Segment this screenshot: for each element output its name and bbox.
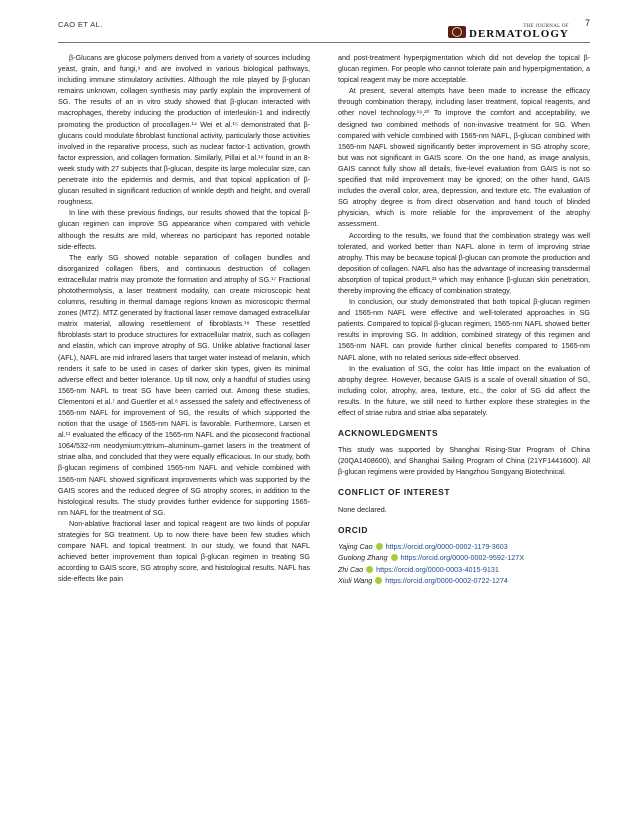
journal-name: DERMATOLOGY xyxy=(469,28,569,40)
orcid-link[interactable]: https://orcid.org/0000-0002-1179-3603 xyxy=(385,541,508,551)
author-name: Guolong Zhang xyxy=(338,553,388,563)
paragraph: In line with these previous findings, our results showed that the topical β-glucan regimen can improve SG appearance when compared with vehicle although the results are mild, whereas no participant has reported notable side-effects. xyxy=(58,208,310,251)
acknowledgments-text: This study was supported by Shanghai Rising-Star Program of China (20QA1408600), and Shanghai Sailing Program of China (21YF1441600). All β-glucan regimens were provided by Hangzhou Songyang Biotechnical. xyxy=(338,445,590,477)
conflict-heading: CONFLICT OF INTEREST xyxy=(338,487,451,498)
author-name: Yajing Cao xyxy=(338,541,373,551)
author-name: Xiuli Wang xyxy=(338,576,373,586)
left-column xyxy=(58,52,310,585)
orcid-list xyxy=(338,541,590,587)
running-head: CAO ET AL. xyxy=(58,20,103,29)
orcid-link[interactable]: https://orcid.org/0000-0003-4015-9131 xyxy=(376,564,499,574)
orcid-link[interactable]: https://orcid.org/0000-0002-9592-127X xyxy=(400,553,525,563)
right-column xyxy=(338,52,590,586)
acknowledgments-heading: ACKNOWLEDGMENTS xyxy=(338,428,439,439)
author-name: Zhi Cao xyxy=(338,564,364,574)
paragraph: Non-ablative fractional laser and topical reagent are two kinds of popular strategies for SG treatment. Up to now there have been few studies which compare NAFL and topical treatment. In our study, we found that NAFL achieved better improvement than topical β-glucan regimen in treating SG according to GAIS score, SG atrophy score, and histological results. NAFL has side-effects like pain xyxy=(58,518,310,584)
page-number: 7 xyxy=(584,18,590,28)
page-header xyxy=(58,18,590,44)
paragraph: At present, several attempts have been made to increase the efficacy through combination therapy, including laser treatment, topical reagents, and other novel technology.¹⁹,²⁰ To improve the comfort and acceptability, we designed two combined methods of non-invasive treatment for SG. When compared with vehicle combined with 1565-nm NAFL, β-glucan combined with 1565-nm NAFL showed significantly better improvement in SG atrophy score, but was not significant in GAIS score. On the one hand, as image analysis, GAIS cannot fully show all details, five-level evaluation from GAIS is not so specified that mild improvement may be ignored; on the other hand, GAIS includes the overall color, area, depression, and texture etc. The evaluation of SG atrophy degree is from direct observation and hand touch of blinded physician, which is more reliable for the improvement of the atrophy assessment. xyxy=(338,86,590,229)
paragraph: In conclusion, our study demonstrated that both topical β-glucan regimen and 1565-nm NAFL were effective and well-tolerated approaches in SG patients. Compared to topical β-glucan regimen, 1565-nm NAFL showed better results in improving SG. In addition, combined strategy of this regimen and 1565-nm NAFL can provide further clinical benefits compared to 1565-nm NAFL alone, with no related serious side-effect observed. xyxy=(338,297,590,362)
conflict-text: None declared. xyxy=(338,504,387,514)
paragraph: According to the results, we found that the combination strategy was well tolerated, and worked better than NAFL alone in term of improving striae atrophy. This may be because topical β-glucan can promote the production and deposition of collagen. NAFL also has the advantage of increasing transdermal absorption of topical product,²¹ which may enhance β-glucan skin penetration, thereby improving the efficacy of combination strategy. xyxy=(338,230,590,295)
journal-name-small: THE JOURNAL OF xyxy=(523,24,569,29)
paragraph: In the evaluation of SG, the color has little impact on the evaluation of atrophy degree. However, because GAIS is a scale of overall situation of SG, including color, atrophy, area, texture, etc., the color of SG did affect the results. In the future, we still need to further explore these strategies in the effect of striae rubra and striae alba separately. xyxy=(338,363,590,417)
paragraph: The early SG showed notable separation of collagen bundles and disorganized collagen fibers, and continuous destruction of collagen extracellular matrix may promote the formation and atrophy of SG.¹⁷ Fractional photothermolysis, a laser treatment modality, can create microscopic heat columns, resulting in thermal damage regions known as microscopic thermal zones (MTZ). MTZ generated by fractional laser remove damaged extracellular matrix material, allowing resettlement of fibroblasts.¹⁸ These resettled fibroblasts start to produce structures for extracellular matrix, such as collagen and elastin, which can improve atrophy of SG. Unlike ablative fractional laser (AFL), NAFL are mid infrared lasers that target water instead of melanin, which renders it safe to be used in cases of darker skin types, given its minimal adverse effect and better tolerance. Up till now, only a handful of studies using 1565-nm NAFL to treat SG have been carried out. Among these studies, Clementoni et al.⁷ and Guertler et al.⁸ assessed the safety and effectiveness of 1565-nm NAFL for improvement of SG, the results of which supported the notion that the usage of 1565-nm NAFL is favorable. Furthermore, Larsen et al.¹¹ evaluated the efficacy of the 1565-nm NAFL and the picosecond fractional 1064/532-nm neodymium:yttrium–aluminum–garnet lasers in the treatment of striae alba, and concluded that they were equally efficacious. In our study, both β-glucan regimens of combined 1565-nm NAFL and vehicle combined with 1565-nm NAFL showed significant improvements which was supported by the GAIS scores and the reduced degree of SG atrophy scores, in addition to the histological results. The study provides further evidence for supporting 1565-nm NAFL for the treatment of SG. xyxy=(58,252,310,517)
orcid-entry xyxy=(338,575,590,586)
orcid-icon xyxy=(376,543,383,550)
orcid-heading: ORCID xyxy=(338,524,368,535)
journal-badge-icon xyxy=(448,26,466,38)
orcid-link[interactable]: https://orcid.org/0000-0002-0722-1274 xyxy=(385,576,508,586)
orcid-entry xyxy=(338,541,590,552)
orcid-icon xyxy=(375,577,382,584)
paragraph: and post-treatment hyperpigmentation which did not develop the topical β-glucan regimen. For people who cannot tolerate pain and hyperpigmentation, a topical reagent may be more acceptable. xyxy=(338,53,590,85)
header-divider xyxy=(58,42,590,43)
paragraph: β-Glucans are glucose polymers derived from a variety of sources including yeast, grain, and fungi,⁹ and are involved in various biological pathways, including immune stimulatory activities. Although the role played by β-glucan remains unknown, collagen synthesis may partly explain the improvement of SG. The results of an in vitro study showed that β-glucan interacted with macrophages, thereby inducing the production of interleukin-1 and indirectly promoting the production of procollagen.¹⁴ Wei et al.¹⁵ demonstrated that β-glucans could modulate fibroblast functional activity, particularly those activities involved in the reparative process, such as nuclear factor-1 activation, growth factor expression, and collagen formation. Similarly, Pillai et al.¹⁶ found in an 8-week study with 27 subjects that β-glucan, despite its large molecular size, can penetrate into the epidermis and dermis, and that topical application of β-glucan resulted in significant reduction of wrinkle depth and height, and overall roughness. xyxy=(58,53,310,207)
orcid-icon xyxy=(391,554,398,561)
journal-logo xyxy=(448,24,576,40)
orcid-entry xyxy=(338,552,590,563)
orcid-entry xyxy=(338,564,590,575)
orcid-icon xyxy=(366,566,373,573)
